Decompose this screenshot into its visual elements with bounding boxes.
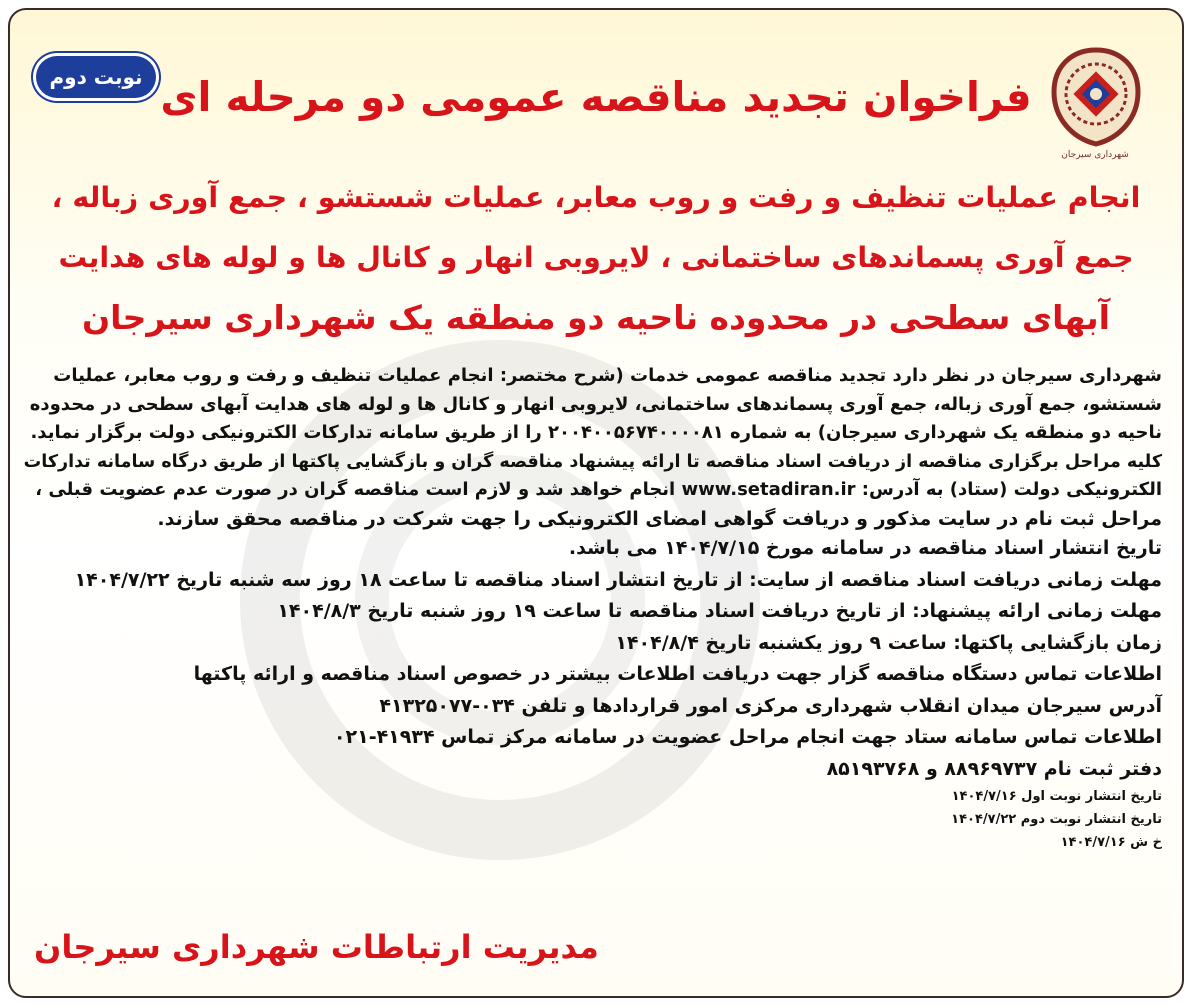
bid-deadline-line: مهلت زمانی ارائه پیشنهاد: از تاریخ دریافت اسناد مناقصه تا ساعت ۱۹ روز شنبه تاریخ ۱۴۰۴/۸/۳ [277,600,1162,622]
document-deadline-line: مهلت زمانی دریافت اسناد مناقصه از سایت: از تاریخ انتشار اسناد مناقصه تا ساعت ۱۸ روز سه شنبه تاریخ ۱۴۰۴/۷/۲۲ [74,568,1162,591]
paragraph-line: الکترونیکی دولت (ستاد) به آدرس: www.setadiran.ir انجام خواهد شد و لازم است مناقصه گران در صورت عدم عضویت قبلی ، [35,479,1162,500]
paragraph-line: شستشو، جمع آوری زباله، جمع آوری پسماندهای ساختمانی، لایروبی انهار و کانال ها و لوله های هدایت آبهای سطحی در محدوده [29,393,1162,415]
paragraph-line: کلیه مراحل برگزاری مناقصه از دریافت اسناد مناقصه تا ارائه پیشنهاد مناقصه گران و بازگشایی پاکتها از طریق درگاه سامانه تدارکات [23,451,1162,472]
second-publish-line: تاریخ انتشار نوبت دوم ۱۴۰۴/۷/۲۲ [951,812,1162,827]
detail-list [24,533,1162,785]
address-line: آدرس سیرجان میدان انقلاب شهرداری مرکزی امور قراردادها و تلفن ۰۳۴-۴۱۳۲۵۰۷۷ [379,694,1162,717]
reference-line: خ ش ۱۴۰۴/۷/۱۶ [1060,835,1162,850]
subtitle-line: آبهای سطحی در محدوده ناحیه دو منطقه یک شهرداری سیرجان [82,298,1110,337]
paragraph-line: مراحل ثبت نام در سایت مذکور و دریافت گواهی امضای الکترونیکی را جهت شرکت در مناقصه محقق سازند. [157,507,1162,530]
subtitle-line: انجام عملیات تنظیف و رفت و روب معابر، عملیات شستشو ، جمع آوری زباله ، [51,181,1141,214]
opening-time-line: زمان بازگشایی پاکتها: ساعت ۹ روز یکشنبه تاریخ ۱۴۰۴/۸/۴ [615,631,1162,654]
contact-info-line: اطلاعات تماس دستگاه مناقصه گزار جهت دریافت اطلاعات بیشتر در خصوص اسناد مناقصه و ارائه پاکتها [193,663,1162,685]
announcement-body [24,362,1162,854]
publish-date-line: تاریخ انتشار اسناد مناقصه در سامانه مورخ ۱۴۰۴/۷/۱۵ می باشد. [568,537,1162,559]
signature: مدیریت ارتباطات شهرداری سیرجان [34,928,599,966]
first-publish-line: تاریخ انتشار نوبت اول ۱۴۰۴/۷/۱۶ [951,789,1162,804]
advertisement-frame [8,8,1184,998]
edition-badge: نوبت دوم [36,56,156,98]
subtitle-block [50,168,1142,348]
logo-caption: شهرداری سیرجان [1061,150,1129,160]
paragraph-line: شهرداری سیرجان در نظر دارد تجدید مناقصه عمومی خدمات (شرح مختصر: انجام عملیات تنظیف و رفت و روب معابر، عملیات [53,365,1162,386]
page-title: فراخوان تجدید مناقصه عمومی دو مرحله ای [160,73,1032,121]
intro-paragraph [24,362,1162,533]
setad-contact-line: اطلاعات تماس سامانه ستاد جهت انجام مراحل عضویت در سامانه مرکز تماس ۴۱۹۳۴-۰۲۱ [333,726,1162,748]
registration-office-line: دفتر ثبت نام ۸۸۹۶۹۷۳۷ و ۸۵۱۹۳۷۶۸ [826,757,1162,780]
paragraph-line: ناحیه دو منطقه یک شهرداری سیرجان) به شماره ۲۰۰۴۰۰۵۶۷۴۰۰۰۰۸۱ را از طریق سامانه تدارکات الکترونیکی دولت برگزار نماید. [30,422,1162,443]
sirjan-municipality-emblem-icon [1050,46,1142,148]
subtitle-line: جمع آوری پسماندهای ساختمانی ، لایروبی انهار و کانال ها و لوله های هدایت [58,241,1134,274]
publish-dates [24,785,1162,854]
